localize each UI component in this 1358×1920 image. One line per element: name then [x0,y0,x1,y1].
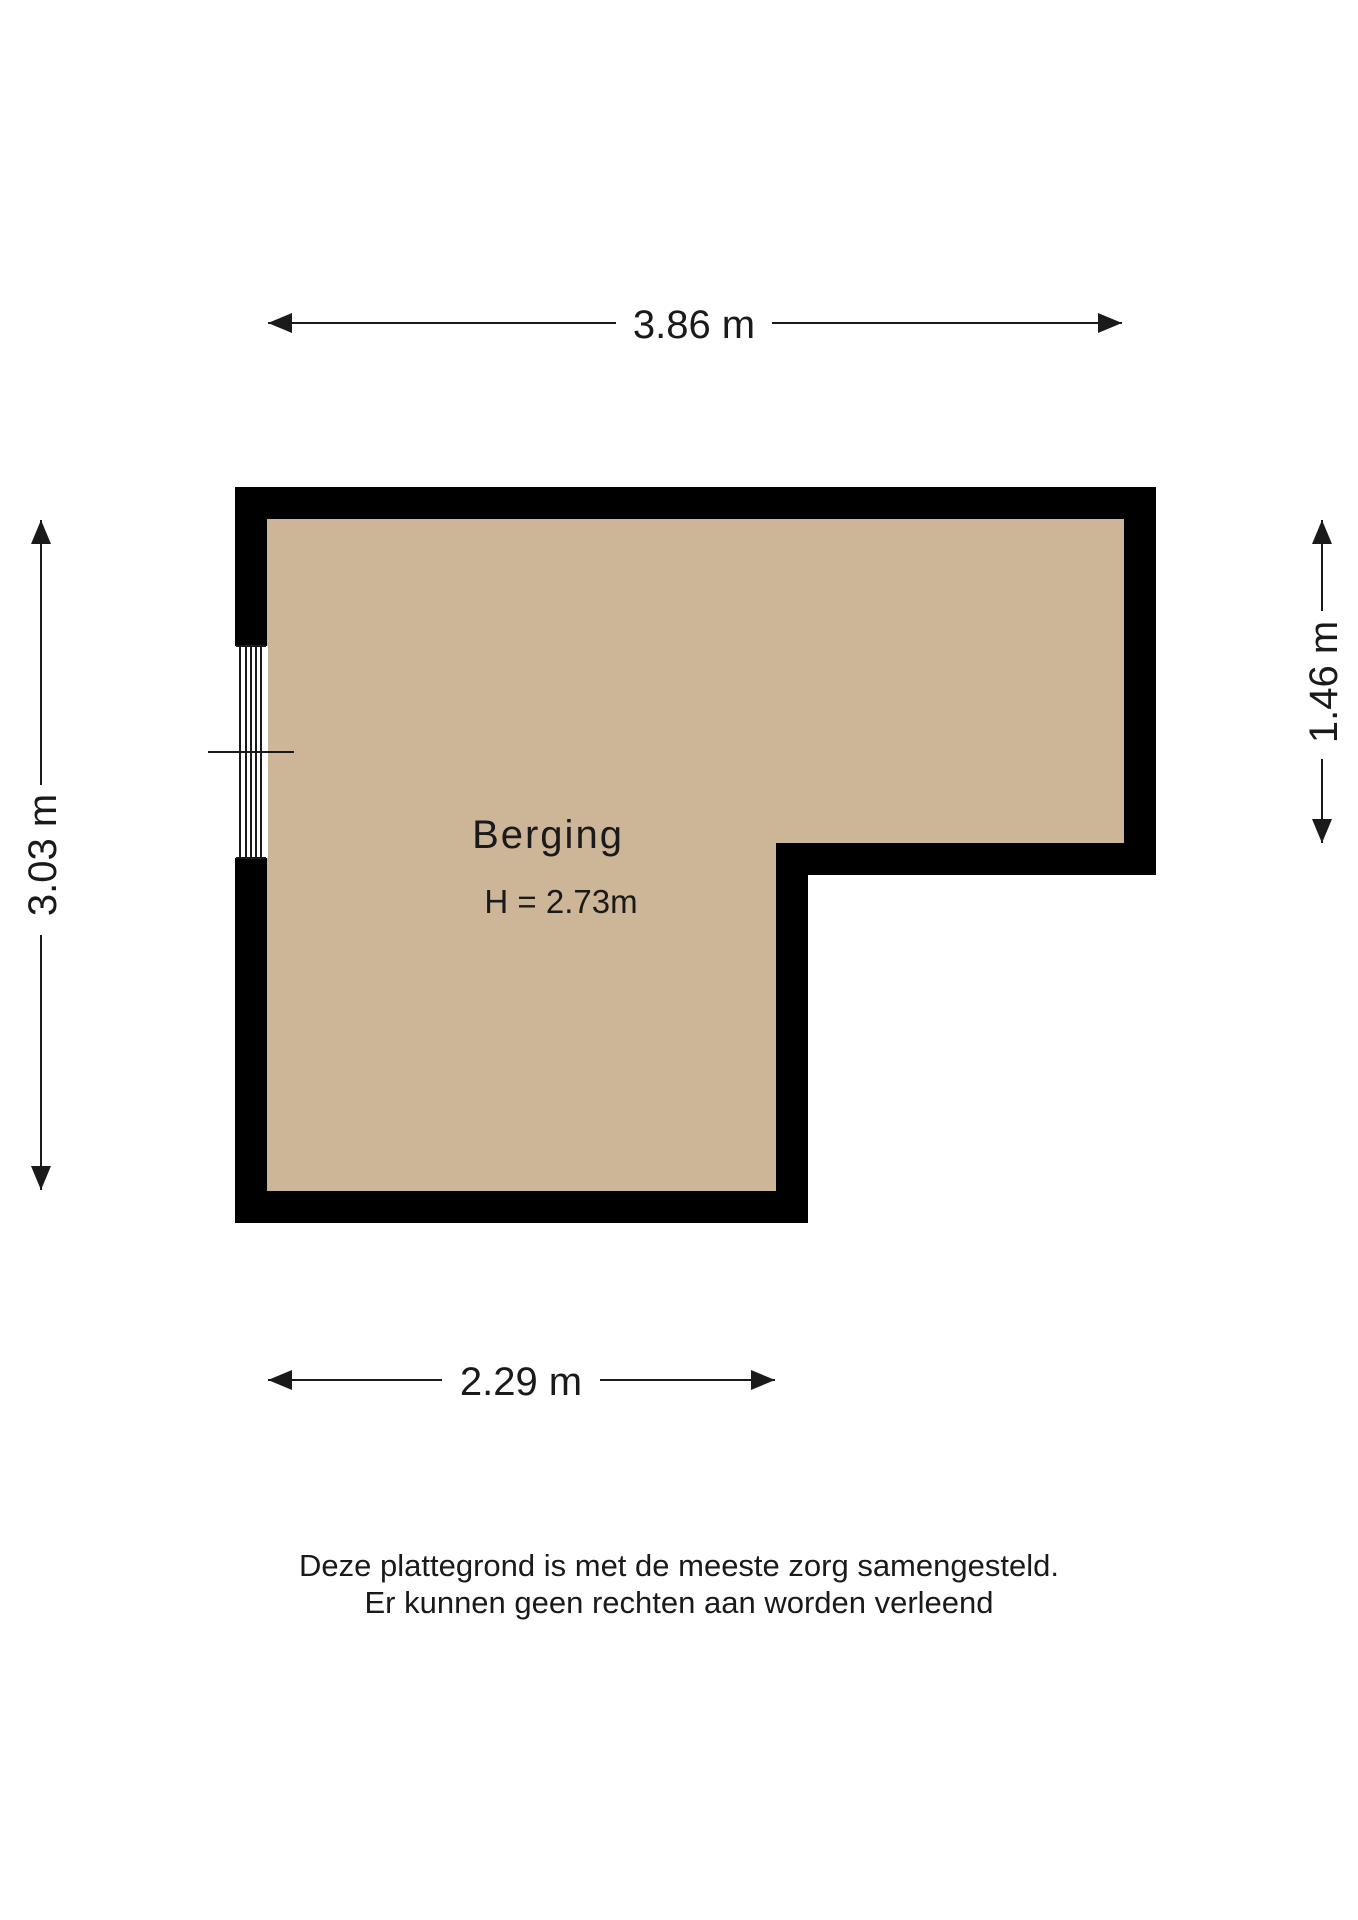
dimension-bottom [268,1360,775,1404]
disclaimer [0,1547,1358,1621]
disclaimer-line-1: Deze plattegrond is met de meeste zorg samengesteld. [299,1548,1059,1583]
room-height: H = 2.73m [484,883,638,920]
dimension-right-label: 1.46 m [1302,620,1346,744]
dimension-top [268,303,1122,347]
dimension-left [21,520,65,1190]
dimension-left-label: 3.03 m [21,793,65,917]
disclaimer-line-2: Er kunnen geen rechten aan worden verleend [364,1585,994,1620]
dimension-right [1302,520,1346,843]
dimension-bottom-label: 2.29 m [459,1360,583,1404]
room-name: Berging [472,813,624,857]
dimension-top-label: 3.86 m [632,303,756,347]
